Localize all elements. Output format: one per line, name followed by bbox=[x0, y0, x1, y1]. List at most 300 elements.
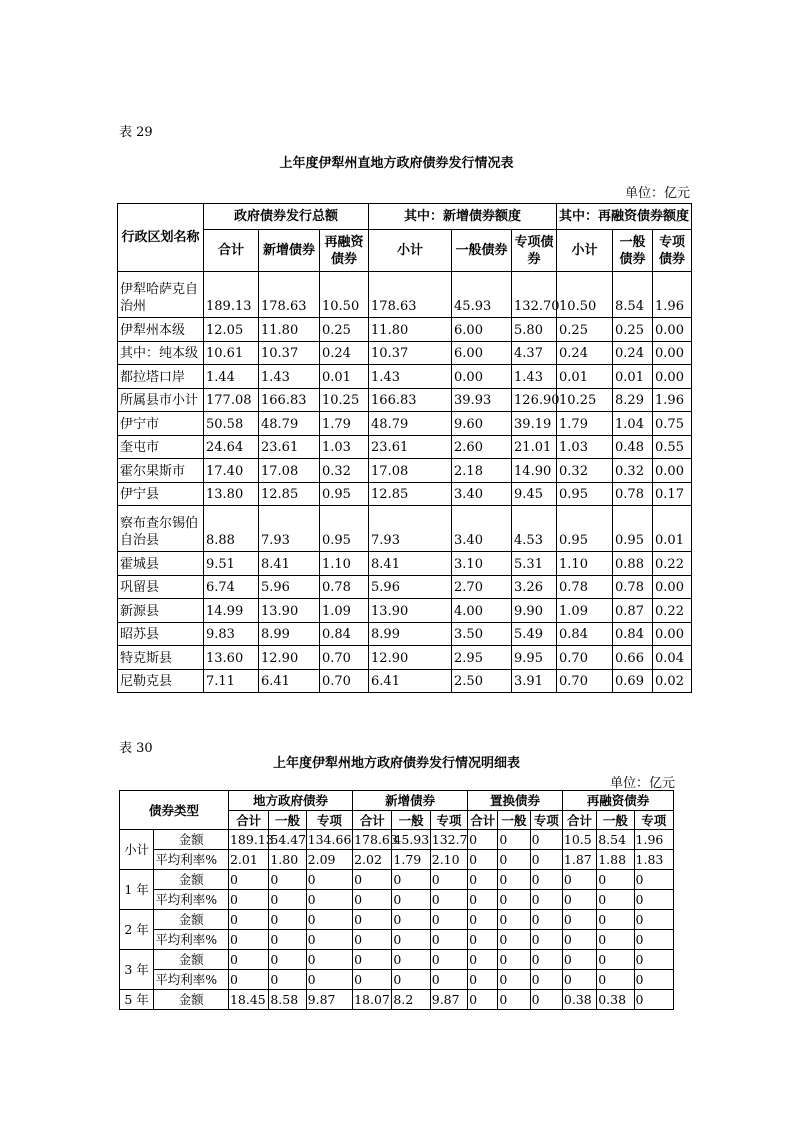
value-cell: 8.41 bbox=[369, 552, 452, 576]
value-cell: 0 bbox=[634, 970, 673, 990]
value-cell: 0 bbox=[269, 870, 306, 890]
value-cell: 0 bbox=[306, 870, 352, 890]
value-cell: 0 bbox=[530, 970, 562, 990]
value-cell: 0.70 bbox=[320, 646, 369, 670]
value-cell: 39.93 bbox=[452, 388, 512, 412]
value-cell: 0 bbox=[562, 870, 596, 890]
value-cell: 0 bbox=[562, 930, 596, 950]
value-cell: 0.70 bbox=[557, 646, 613, 670]
metric-cell: 平均利率% bbox=[154, 850, 229, 870]
header-total-sum: 合计 bbox=[204, 230, 259, 272]
value-cell: 0.70 bbox=[320, 669, 369, 693]
value-cell: 0 bbox=[530, 870, 562, 890]
region-name: 奎屯市 bbox=[118, 435, 204, 459]
table29 bbox=[117, 203, 692, 693]
region-name: 霍城县 bbox=[118, 552, 204, 576]
value-cell: 0 bbox=[562, 970, 596, 990]
value-cell: 0 bbox=[468, 830, 498, 850]
value-cell: 1.88 bbox=[597, 850, 634, 870]
subheader-cell: 专项 bbox=[530, 811, 562, 830]
region-name: 特克斯县 bbox=[118, 646, 204, 670]
value-cell: 126.90 bbox=[512, 388, 557, 412]
value-cell: 1.09 bbox=[320, 599, 369, 623]
value-cell: 0 bbox=[498, 850, 530, 870]
value-cell: 0.70 bbox=[557, 669, 613, 693]
value-cell: 1.96 bbox=[653, 272, 692, 318]
value-cell: 10.37 bbox=[259, 341, 320, 365]
value-cell: 2.60 bbox=[452, 435, 512, 459]
table30-row bbox=[120, 850, 674, 870]
value-cell: 1.03 bbox=[320, 435, 369, 459]
value-cell: 0 bbox=[634, 890, 673, 910]
value-cell: 0 bbox=[392, 890, 430, 910]
header-new-special: 专项债券 bbox=[512, 230, 557, 272]
value-cell: 0 bbox=[228, 930, 268, 950]
value-cell: 178.63 bbox=[369, 272, 452, 318]
value-cell: 2.70 bbox=[452, 575, 512, 599]
subheader-cell: 一般 bbox=[392, 811, 430, 830]
value-cell: 12.05 bbox=[204, 318, 259, 342]
value-cell: 0 bbox=[634, 990, 673, 1010]
value-cell: 0 bbox=[306, 970, 352, 990]
value-cell: 8.29 bbox=[613, 388, 653, 412]
header-new-general: 一般债券 bbox=[452, 230, 512, 272]
value-cell: 0.75 bbox=[653, 412, 692, 436]
value-cell: 178.63 bbox=[353, 830, 392, 850]
value-cell: 0.01 bbox=[613, 365, 653, 389]
value-cell: 0 bbox=[306, 950, 352, 970]
metric-cell: 金额 bbox=[154, 990, 229, 1010]
value-cell: 7.93 bbox=[369, 506, 452, 552]
value-cell: 0 bbox=[228, 970, 268, 990]
value-cell: 12.85 bbox=[259, 482, 320, 506]
value-cell: 10.50 bbox=[557, 272, 613, 318]
metric-cell: 平均利率% bbox=[154, 930, 229, 950]
value-cell: 0 bbox=[430, 910, 467, 930]
table30-row bbox=[120, 970, 674, 990]
value-cell: 8.2 bbox=[392, 990, 430, 1010]
value-cell: 0 bbox=[498, 950, 530, 970]
value-cell: 10.61 bbox=[204, 341, 259, 365]
value-cell: 1.44 bbox=[204, 365, 259, 389]
value-cell: 10.37 bbox=[369, 341, 452, 365]
value-cell: 0.78 bbox=[613, 482, 653, 506]
table30-row bbox=[120, 890, 674, 910]
value-cell: 14.99 bbox=[204, 599, 259, 623]
value-cell: 6.00 bbox=[452, 318, 512, 342]
value-cell: 1.43 bbox=[512, 365, 557, 389]
subheader-cell: 专项 bbox=[430, 811, 467, 830]
value-cell: 0 bbox=[430, 970, 467, 990]
value-cell: 3.10 bbox=[452, 552, 512, 576]
value-cell: 9.87 bbox=[430, 990, 467, 1010]
value-cell: 134.66 bbox=[306, 830, 352, 850]
value-cell: 0.01 bbox=[653, 506, 692, 552]
value-cell: 0 bbox=[597, 890, 634, 910]
value-cell: 0 bbox=[530, 990, 562, 1010]
table29-row bbox=[118, 412, 692, 436]
header-total-refi: 再融资债券 bbox=[320, 230, 369, 272]
value-cell: 1.10 bbox=[320, 552, 369, 576]
value-cell: 0 bbox=[353, 890, 392, 910]
value-cell: 1.96 bbox=[653, 388, 692, 412]
value-cell: 0 bbox=[228, 950, 268, 970]
value-cell: 9.83 bbox=[204, 622, 259, 646]
value-cell: 10.25 bbox=[557, 388, 613, 412]
value-cell: 0 bbox=[468, 950, 498, 970]
table29-label: 表 29 bbox=[119, 125, 153, 140]
value-cell: 0.78 bbox=[613, 575, 653, 599]
metric-cell: 金额 bbox=[154, 950, 229, 970]
value-cell: 0.00 bbox=[452, 365, 512, 389]
value-cell: 4.53 bbox=[512, 506, 557, 552]
value-cell: 0.00 bbox=[653, 459, 692, 483]
value-cell: 0 bbox=[634, 950, 673, 970]
value-cell: 0 bbox=[498, 990, 530, 1010]
value-cell: 0 bbox=[468, 970, 498, 990]
value-cell: 0.24 bbox=[613, 341, 653, 365]
value-cell: 3.40 bbox=[452, 482, 512, 506]
value-cell: 0 bbox=[597, 930, 634, 950]
value-cell: 4.00 bbox=[452, 599, 512, 623]
value-cell: 0.95 bbox=[320, 506, 369, 552]
value-cell: 1.87 bbox=[562, 850, 596, 870]
header-group-refi: 其中：再融资债券额度 bbox=[557, 204, 692, 230]
value-cell: 3.91 bbox=[512, 669, 557, 693]
value-cell: 1.79 bbox=[557, 412, 613, 436]
table29-row bbox=[118, 646, 692, 670]
value-cell: 8.88 bbox=[204, 506, 259, 552]
region-name: 都拉塔口岸 bbox=[118, 365, 204, 389]
value-cell: 0 bbox=[269, 930, 306, 950]
value-cell: 1.79 bbox=[320, 412, 369, 436]
value-cell: 6.41 bbox=[259, 669, 320, 693]
value-cell: 2.09 bbox=[306, 850, 352, 870]
value-cell: 0 bbox=[530, 910, 562, 930]
region-name: 伊犁州本级 bbox=[118, 318, 204, 342]
value-cell: 0.84 bbox=[613, 622, 653, 646]
value-cell: 0 bbox=[597, 970, 634, 990]
subheader-cell: 一般 bbox=[269, 811, 306, 830]
value-cell: 189.13 bbox=[204, 272, 259, 318]
value-cell: 0 bbox=[392, 870, 430, 890]
header-group-new: 其中：新增债券额度 bbox=[369, 204, 557, 230]
value-cell: 9.95 bbox=[512, 646, 557, 670]
value-cell: 3.40 bbox=[452, 506, 512, 552]
value-cell: 6.74 bbox=[204, 575, 259, 599]
value-cell: 12.90 bbox=[259, 646, 320, 670]
value-cell: 0 bbox=[228, 890, 268, 910]
value-cell: 0 bbox=[468, 850, 498, 870]
value-cell: 3.26 bbox=[512, 575, 557, 599]
value-cell: 0 bbox=[498, 930, 530, 950]
value-cell: 0 bbox=[597, 870, 634, 890]
value-cell: 0 bbox=[353, 910, 392, 930]
table29-unit: 单位：亿元 bbox=[624, 186, 690, 201]
value-cell: 1.43 bbox=[369, 365, 452, 389]
region-name: 所属县市小计 bbox=[118, 388, 204, 412]
value-cell: 0.95 bbox=[557, 482, 613, 506]
value-cell: 0.32 bbox=[557, 459, 613, 483]
value-cell: 9.45 bbox=[512, 482, 557, 506]
value-cell: 0.25 bbox=[557, 318, 613, 342]
value-cell: 0.87 bbox=[613, 599, 653, 623]
value-cell: 0 bbox=[392, 970, 430, 990]
value-cell: 0 bbox=[392, 930, 430, 950]
header-group-swap: 置换债券 bbox=[468, 791, 563, 811]
table29-row bbox=[118, 272, 692, 318]
value-cell: 0 bbox=[306, 930, 352, 950]
value-cell: 2.95 bbox=[452, 646, 512, 670]
value-cell: 1.43 bbox=[259, 365, 320, 389]
table29-row bbox=[118, 669, 692, 693]
value-cell: 0 bbox=[228, 910, 268, 930]
value-cell: 0.95 bbox=[557, 506, 613, 552]
table29-row bbox=[118, 365, 692, 389]
value-cell: 10.25 bbox=[320, 388, 369, 412]
value-cell: 0 bbox=[562, 950, 596, 970]
table29-row bbox=[118, 552, 692, 576]
value-cell: 178.63 bbox=[259, 272, 320, 318]
value-cell: 0.32 bbox=[613, 459, 653, 483]
table29-row bbox=[118, 318, 692, 342]
table29-row bbox=[118, 622, 692, 646]
value-cell: 5.80 bbox=[512, 318, 557, 342]
value-cell: 0.69 bbox=[613, 669, 653, 693]
header-total-new: 新增债券 bbox=[259, 230, 320, 272]
value-cell: 0 bbox=[634, 930, 673, 950]
value-cell: 0 bbox=[468, 870, 498, 890]
region-name: 伊犁哈萨克自治州 bbox=[118, 272, 204, 318]
header-region: 行政区划名称 bbox=[118, 204, 204, 272]
subheader-cell: 合计 bbox=[228, 811, 268, 830]
value-cell: 0 bbox=[498, 830, 530, 850]
value-cell: 1.04 bbox=[613, 412, 653, 436]
table30-label: 表 30 bbox=[119, 741, 153, 756]
table30 bbox=[119, 790, 674, 1010]
header-group-local: 地方政府债券 bbox=[228, 791, 352, 811]
value-cell: 11.80 bbox=[259, 318, 320, 342]
value-cell: 1.96 bbox=[634, 830, 673, 850]
value-cell: 166.83 bbox=[369, 388, 452, 412]
value-cell: 0 bbox=[597, 950, 634, 970]
value-cell: 5.49 bbox=[512, 622, 557, 646]
value-cell: 13.80 bbox=[204, 482, 259, 506]
value-cell: 45.93 bbox=[392, 830, 430, 850]
value-cell: 0 bbox=[530, 890, 562, 910]
value-cell: 39.19 bbox=[512, 412, 557, 436]
value-cell: 8.54 bbox=[613, 272, 653, 318]
value-cell: 0 bbox=[430, 930, 467, 950]
value-cell: 13.90 bbox=[259, 599, 320, 623]
value-cell: 7.93 bbox=[259, 506, 320, 552]
value-cell: 0 bbox=[468, 930, 498, 950]
value-cell: 0 bbox=[353, 950, 392, 970]
value-cell: 189.13 bbox=[228, 830, 268, 850]
value-cell: 0 bbox=[430, 950, 467, 970]
subheader-cell: 合计 bbox=[562, 811, 596, 830]
subheader-cell: 专项 bbox=[634, 811, 673, 830]
value-cell: 2.18 bbox=[452, 459, 512, 483]
value-cell: 0 bbox=[530, 930, 562, 950]
value-cell: 0 bbox=[530, 830, 562, 850]
value-cell: 0.38 bbox=[597, 990, 634, 1010]
value-cell: 5.31 bbox=[512, 552, 557, 576]
value-cell: 0 bbox=[530, 950, 562, 970]
value-cell: 0.22 bbox=[653, 552, 692, 576]
value-cell: 0.88 bbox=[613, 552, 653, 576]
subheader-cell: 一般 bbox=[597, 811, 634, 830]
region-name: 伊宁县 bbox=[118, 482, 204, 506]
value-cell: 3.50 bbox=[452, 622, 512, 646]
value-cell: 10.5 bbox=[562, 830, 596, 850]
value-cell: 0.00 bbox=[653, 341, 692, 365]
value-cell: 18.07 bbox=[353, 990, 392, 1010]
region-name: 巩留县 bbox=[118, 575, 204, 599]
region-name: 霍尔果斯市 bbox=[118, 459, 204, 483]
header-group-total: 政府债券发行总额 bbox=[204, 204, 369, 230]
value-cell: 0.25 bbox=[320, 318, 369, 342]
value-cell: 0 bbox=[562, 890, 596, 910]
value-cell: 48.79 bbox=[259, 412, 320, 436]
period-cell: 5 年 bbox=[120, 990, 154, 1010]
value-cell: 0 bbox=[306, 890, 352, 910]
value-cell: 0 bbox=[392, 910, 430, 930]
region-name: 伊宁市 bbox=[118, 412, 204, 436]
table30-row bbox=[120, 930, 674, 950]
value-cell: 0.02 bbox=[653, 669, 692, 693]
value-cell: 1.80 bbox=[269, 850, 306, 870]
table30-row bbox=[120, 990, 674, 1010]
value-cell: 24.64 bbox=[204, 435, 259, 459]
value-cell: 0.25 bbox=[613, 318, 653, 342]
value-cell: 0.78 bbox=[557, 575, 613, 599]
value-cell: 0 bbox=[269, 890, 306, 910]
value-cell: 0 bbox=[530, 850, 562, 870]
value-cell: 0.00 bbox=[653, 318, 692, 342]
value-cell: 0.55 bbox=[653, 435, 692, 459]
value-cell: 0 bbox=[430, 890, 467, 910]
value-cell: 9.60 bbox=[452, 412, 512, 436]
value-cell: 23.61 bbox=[369, 435, 452, 459]
value-cell: 0 bbox=[468, 990, 498, 1010]
value-cell: 7.11 bbox=[204, 669, 259, 693]
value-cell: 1.79 bbox=[392, 850, 430, 870]
value-cell: 0.32 bbox=[320, 459, 369, 483]
value-cell: 0.78 bbox=[320, 575, 369, 599]
table30-title: 上年度伊犁州地方政府债券发行情况明细表 bbox=[272, 756, 520, 771]
value-cell: 0 bbox=[498, 890, 530, 910]
period-cell: 3 年 bbox=[120, 950, 154, 990]
value-cell: 13.90 bbox=[369, 599, 452, 623]
metric-cell: 金额 bbox=[154, 870, 229, 890]
value-cell: 0 bbox=[468, 890, 498, 910]
value-cell: 2.02 bbox=[353, 850, 392, 870]
table29-title: 上年度伊犁州直地方政府债券发行情况表 bbox=[279, 156, 514, 171]
value-cell: 0 bbox=[468, 910, 498, 930]
value-cell: 0.00 bbox=[653, 575, 692, 599]
value-cell: 13.60 bbox=[204, 646, 259, 670]
value-cell: 0.22 bbox=[653, 599, 692, 623]
value-cell: 48.79 bbox=[369, 412, 452, 436]
metric-cell: 金额 bbox=[154, 910, 229, 930]
table29-row bbox=[118, 482, 692, 506]
value-cell: 2.10 bbox=[430, 850, 467, 870]
value-cell: 8.54 bbox=[597, 830, 634, 850]
table29-row bbox=[118, 599, 692, 623]
value-cell: 12.85 bbox=[369, 482, 452, 506]
value-cell: 0.95 bbox=[320, 482, 369, 506]
value-cell: 1.10 bbox=[557, 552, 613, 576]
value-cell: 9.51 bbox=[204, 552, 259, 576]
region-name: 其中：纯本级 bbox=[118, 341, 204, 365]
value-cell: 8.58 bbox=[269, 990, 306, 1010]
header-refi-sub: 小计 bbox=[557, 230, 613, 272]
value-cell: 132.7 bbox=[430, 830, 467, 850]
value-cell: 45.93 bbox=[452, 272, 512, 318]
metric-cell: 金额 bbox=[154, 830, 229, 850]
value-cell: 0 bbox=[228, 870, 268, 890]
header-refi-general: 一般债券 bbox=[613, 230, 653, 272]
table30-row bbox=[120, 870, 674, 890]
value-cell: 11.80 bbox=[369, 318, 452, 342]
value-cell: 0 bbox=[634, 870, 673, 890]
value-cell: 54.47 bbox=[269, 830, 306, 850]
subheader-cell: 专项 bbox=[306, 811, 352, 830]
metric-cell: 平均利率% bbox=[154, 970, 229, 990]
value-cell: 0 bbox=[498, 870, 530, 890]
value-cell: 5.96 bbox=[369, 575, 452, 599]
value-cell: 0 bbox=[498, 910, 530, 930]
value-cell: 0 bbox=[634, 910, 673, 930]
value-cell: 0.01 bbox=[320, 365, 369, 389]
region-name: 新源县 bbox=[118, 599, 204, 623]
subheader-cell: 合计 bbox=[468, 811, 498, 830]
region-name: 尼勒克县 bbox=[118, 669, 204, 693]
subheader-cell: 一般 bbox=[498, 811, 530, 830]
value-cell: 2.01 bbox=[228, 850, 268, 870]
value-cell: 8.99 bbox=[259, 622, 320, 646]
value-cell: 132.70 bbox=[512, 272, 557, 318]
value-cell: 17.40 bbox=[204, 459, 259, 483]
table30-row bbox=[120, 910, 674, 930]
value-cell: 0.84 bbox=[320, 622, 369, 646]
table29-row bbox=[118, 388, 692, 412]
value-cell: 0 bbox=[269, 910, 306, 930]
value-cell: 1.83 bbox=[634, 850, 673, 870]
header-group-refi: 再融资债券 bbox=[562, 791, 673, 811]
value-cell: 10.50 bbox=[320, 272, 369, 318]
value-cell: 4.37 bbox=[512, 341, 557, 365]
value-cell: 166.83 bbox=[259, 388, 320, 412]
header-refi-special: 专项债券 bbox=[653, 230, 692, 272]
value-cell: 18.45 bbox=[228, 990, 268, 1010]
value-cell: 0.95 bbox=[613, 506, 653, 552]
region-name: 察布查尔锡伯自治县 bbox=[118, 506, 204, 552]
value-cell: 0 bbox=[597, 910, 634, 930]
header-group-new: 新增债券 bbox=[353, 791, 468, 811]
value-cell: 9.87 bbox=[306, 990, 352, 1010]
value-cell: 50.58 bbox=[204, 412, 259, 436]
value-cell: 0.00 bbox=[653, 622, 692, 646]
value-cell: 0.04 bbox=[653, 646, 692, 670]
value-cell: 0 bbox=[353, 930, 392, 950]
value-cell: 8.41 bbox=[259, 552, 320, 576]
value-cell: 0 bbox=[562, 910, 596, 930]
value-cell: 177.08 bbox=[204, 388, 259, 412]
value-cell: 0.00 bbox=[653, 365, 692, 389]
header-bond-type: 债券类型 bbox=[120, 791, 229, 830]
